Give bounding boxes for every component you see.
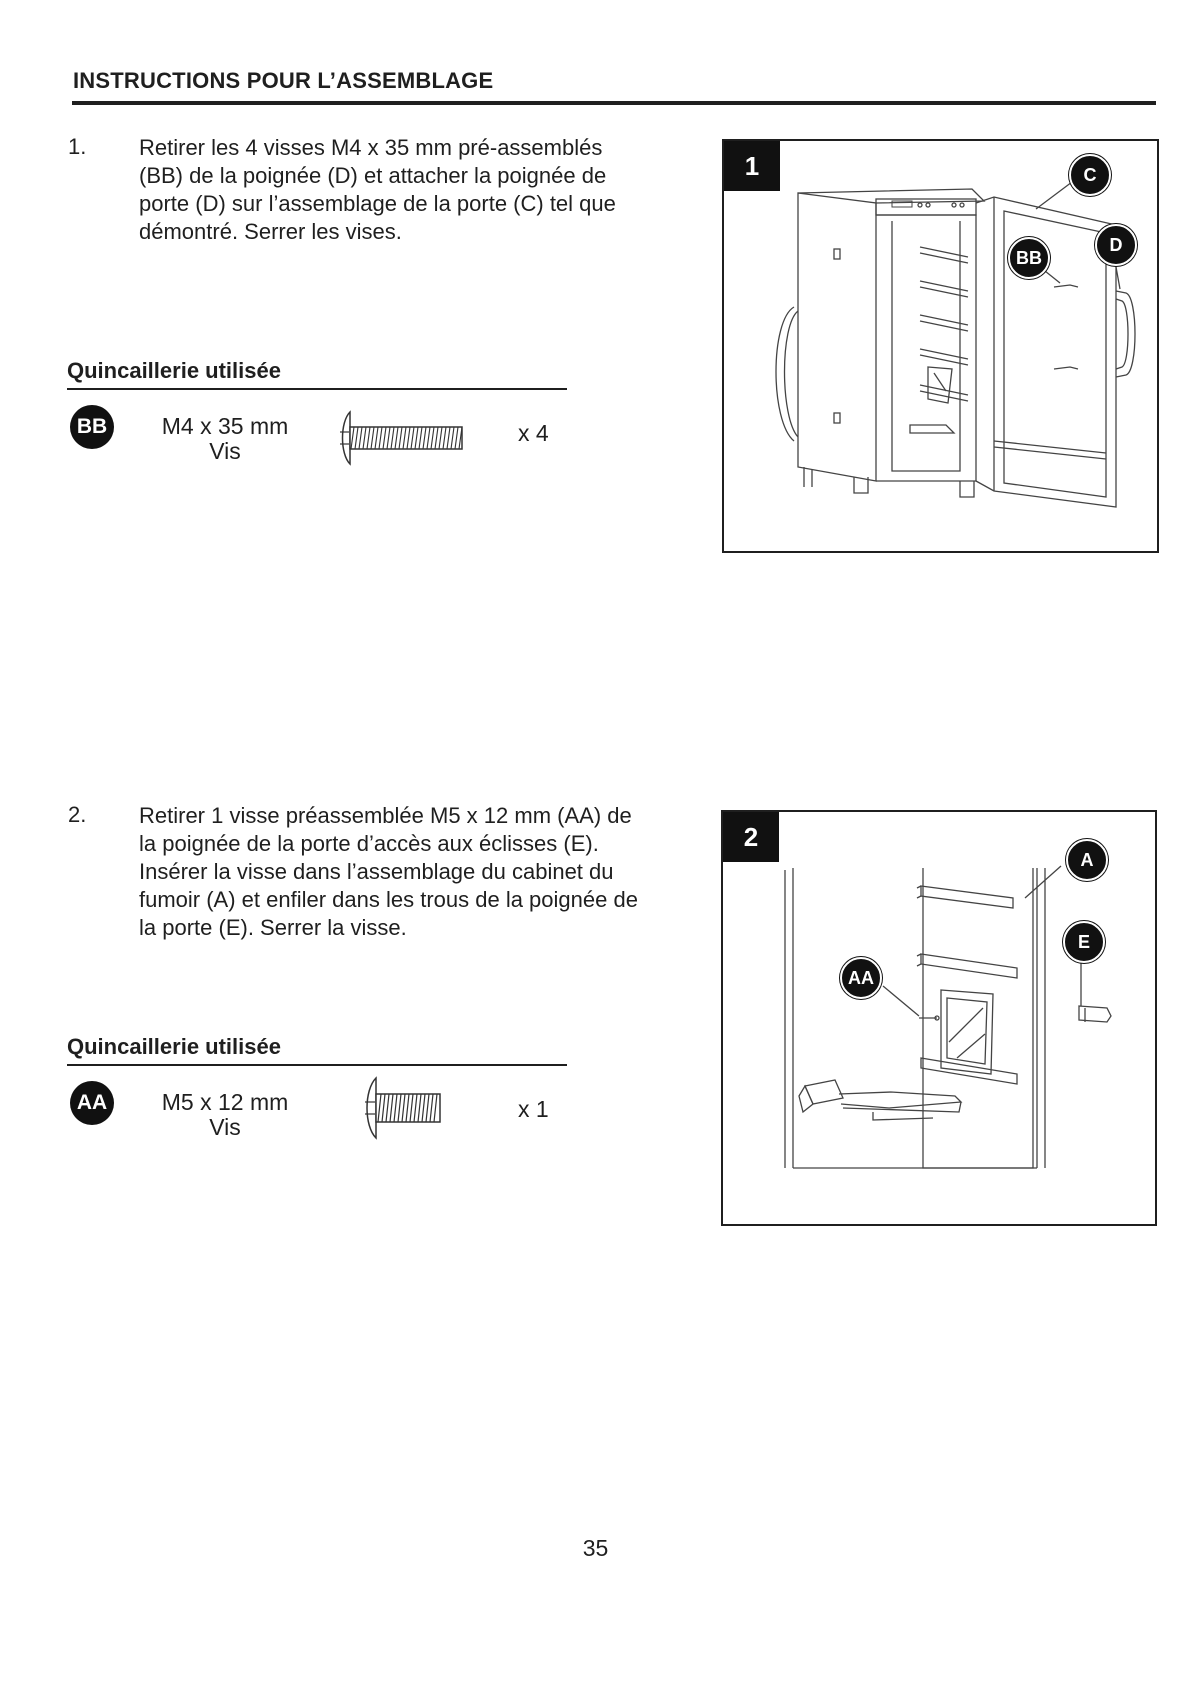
step-1-number: 1. (68, 134, 87, 159)
step-2-line: Insérer la visse dans l’assemblage du cabinet du (139, 859, 614, 884)
screw-m4x35-icon (336, 410, 468, 466)
hardware-size: M5 x 12 mm (161, 1089, 289, 1115)
step-2-number: 2. (68, 802, 87, 827)
figure-1-number: 1 (724, 141, 780, 191)
step-2-instructions (139, 802, 699, 942)
figure-1 (722, 139, 1159, 553)
screw-m5x12-icon (360, 1076, 446, 1140)
hardware-qty-2: x 1 (518, 1096, 549, 1122)
step-2-line: fumoir (A) et enfiler dans les trous de la poignée de (139, 887, 638, 912)
smoker-door-illustration (724, 141, 1157, 551)
callout-a: A (1066, 839, 1108, 881)
page-title: INSTRUCTIONS POUR L’ASSEMBLAGE (73, 68, 494, 93)
hardware-spec-1 (145, 414, 305, 464)
step-1-line: démontré. Serrer les vises. (139, 219, 402, 244)
step-2-line: Retirer 1 visse préassemblée M5 x 12 mm (AA) de (139, 803, 632, 828)
hardware-divider-2 (67, 1064, 567, 1066)
hardware-badge-aa: AA (70, 1081, 114, 1125)
callout-aa: AA (840, 957, 882, 999)
hardware-type: Vis (209, 1114, 241, 1140)
hardware-type: Vis (209, 438, 241, 464)
callout-d: D (1095, 224, 1137, 266)
hardware-qty-1: x 4 (518, 420, 549, 446)
hardware-heading-2: Quincaillerie utilisée (67, 1034, 281, 1059)
page-number: 35 (582, 1535, 609, 1561)
callout-c: C (1069, 154, 1111, 196)
step-1-line: Retirer les 4 visses M4 x 35 mm pré-assemblés (139, 135, 603, 160)
hardware-divider-1 (67, 388, 567, 390)
header-divider (72, 101, 1156, 105)
step-2-line: la poignée de la porte d’accès aux éclisses (E). (139, 831, 599, 856)
callout-e: E (1063, 921, 1105, 963)
step-1-instructions (139, 134, 699, 246)
step-1-line: porte (D) sur l’assemblage de la porte (C) tel que (139, 191, 616, 216)
callout-bb: BB (1008, 237, 1050, 279)
hardware-spec-2 (145, 1090, 305, 1140)
step-2-line: la porte (E). Serrer la visse. (139, 915, 407, 940)
figure-2-number: 2 (723, 812, 779, 862)
hardware-badge-bb: BB (70, 405, 114, 449)
hardware-size: M4 x 35 mm (161, 413, 289, 439)
hardware-heading-1: Quincaillerie utilisée (67, 358, 281, 383)
step-1-line: (BB) de la poignée (D) et attacher la poignée de (139, 163, 607, 188)
figure-2 (721, 810, 1157, 1226)
